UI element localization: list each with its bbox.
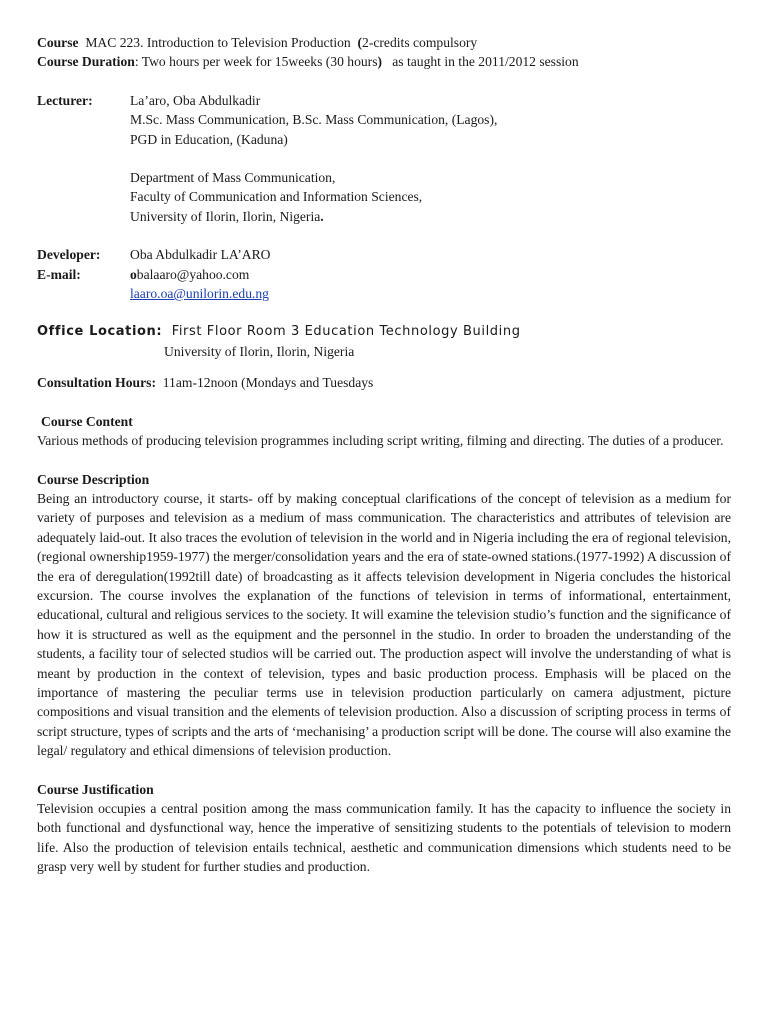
email-values — [130, 265, 731, 304]
spacer — [37, 226, 731, 245]
lecturer-faculty: Faculty of Communication and Information Sciences, — [130, 189, 423, 205]
course-line — [37, 33, 731, 52]
consultation-hours: 11am-12noon (Mondays and Tuesdays — [162, 375, 374, 391]
course-content-text: Various methods of producing television programmes including script writing, filming and directing. The duties of a producer. — [37, 433, 724, 449]
document-page — [37, 33, 731, 877]
consultation-line — [37, 373, 731, 392]
lecturer-name: La’aro, Oba Abdulkadir — [130, 92, 261, 108]
office-line-2: University of Ilorin, Ilorin, Nigeria — [164, 343, 355, 359]
lecturer-label: Lecturer: — [37, 92, 93, 108]
duration-line — [37, 52, 731, 71]
email-yahoo[interactable] — [130, 265, 731, 284]
email-label: E-mail: — [37, 266, 81, 282]
duration-label: Course Duration — [37, 54, 135, 70]
developer-label: Developer: — [37, 247, 101, 263]
duration-value: : Two hours per week for 15weeks (30 hours — [134, 54, 378, 70]
course-description-text: Being an introductory course, it starts- off by making conceptual clarifications of the concept of television as a medium for variety of purposes and television as a medium of mass communication. The characteristics and attributes of television are adequately laid-out. It also traces the evolution of television in the world and in Nigeria including the era of regional television,(regional ownership1959-1977) the merger/consolidation years and the era of state-owned stations.(1977-1992) A discussion of the era of deregulation(1992till date) of broadcasting as it affects television development in Nigeria concludes the historical excursion. The course involves the explanation of the functions of television in terms of informational, entertainment, educational, cultural and religious services to the society. It will examine the television studio’s function and the significance of how it is structured as well as the equipment and the personnel in the studio. In order to broaden the understanding of the students, a facility tour of selected studios will be carried out. The production aspect will involve the understanding of what is meant by production in the context of television, types and basic production process. Emphasis will be placed on the importance of mastering the peculiar terms use in television production particularly on camera adjustment, picture compositions and visual transition and the elements of television production. Also a discussion of scripting process in terms of script structure, types of scripts and the arts of ‘mechanising’ a production script will be done. The course will also examine the legal/ regulatory and ethical dimensions of television production. — [37, 490, 731, 759]
email-row — [37, 265, 731, 304]
lecturer-degrees: M.Sc. Mass Communication, B.Sc. Mass Communication, (Lagos), — [130, 112, 498, 128]
course-label: Course — [37, 35, 79, 50]
course-justification-heading: Course Justification — [37, 781, 154, 797]
spacer — [37, 451, 731, 470]
course-justification-text: Television occupies a central position among the mass communication family. It has the capacity to influence the society in both functional and dysfunctional way, hence the imperative of sensitizing students to the potentials of television to modern life. Also the production of television entails technical, aesthetic and communication dimensions which students need to be grasp very well by student for further studies and production. — [37, 801, 731, 875]
duration-session: as taught in the 2011/2012 session — [392, 54, 579, 70]
lecturer-university-period: . — [320, 208, 324, 224]
lecturer-row — [37, 91, 731, 226]
email-yahoo-first-letter: o — [130, 266, 137, 282]
lecturer-university: University of Ilorin, Ilorin, Nigeria — [130, 208, 321, 224]
lecturer-pgd: PGD in Education, (Kaduna) — [130, 131, 288, 147]
spacer — [130, 149, 731, 168]
office-label: Office Location: — [37, 324, 163, 340]
spacer — [37, 761, 731, 780]
office-line-1 — [37, 322, 731, 341]
lecturer-university-line — [130, 207, 731, 226]
course-content-heading: Course Content — [41, 413, 133, 429]
course-description-heading: Course Description — [37, 471, 150, 487]
spacer — [37, 361, 731, 373]
spacer — [37, 393, 731, 412]
course-title: MAC 223. Introduction to Television Production — [85, 35, 351, 50]
lecturer-details — [130, 91, 731, 226]
consultation-label: Consultation Hours: — [37, 375, 156, 391]
duration-paren: ) — [377, 54, 383, 70]
developer-name: Oba Abdulkadir LA’ARO — [130, 247, 271, 263]
spacer — [37, 303, 731, 322]
course-credits: 2-credits compulsory — [362, 35, 478, 50]
spacer — [37, 72, 731, 91]
office-room: First Floor Room 3 Education Technology Building — [171, 324, 521, 340]
email-yahoo-rest: balaaro@yahoo.com — [136, 266, 250, 282]
course-paren: ( — [357, 35, 363, 50]
email-unilorin-link[interactable]: laaro.oa@unilorin.edu.ng — [130, 286, 269, 302]
developer-row — [37, 245, 731, 264]
lecturer-department: Department of Mass Communication, — [130, 170, 336, 186]
office-location — [37, 322, 731, 341]
